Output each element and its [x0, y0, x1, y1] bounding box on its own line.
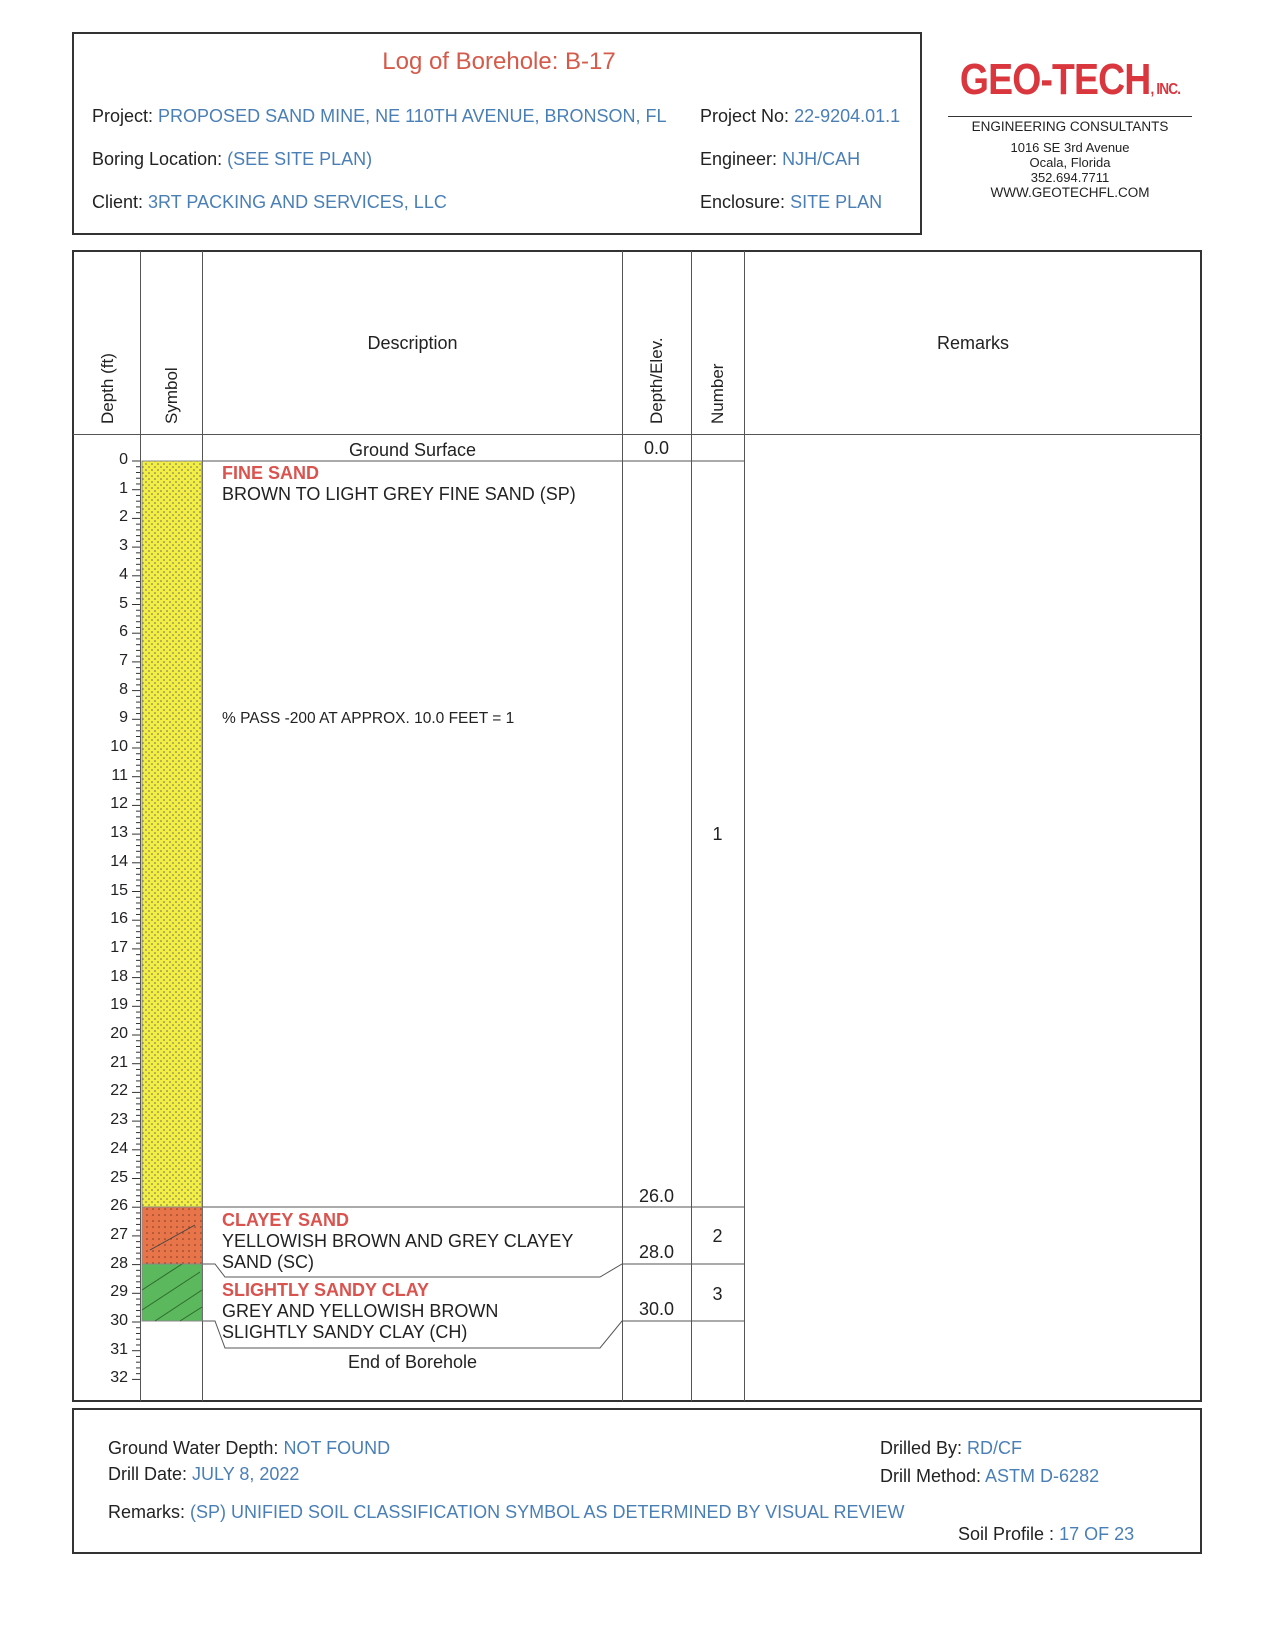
depth-tick-label: 6	[119, 623, 128, 641]
depth-tick-label: 32	[110, 1369, 128, 1387]
depth-tick-label: 9	[119, 709, 128, 727]
depth-tick-label: 7	[119, 651, 128, 669]
method-value: ASTM D-6282	[985, 1466, 1100, 1486]
layer3-name: SLIGHTLY SANDY CLAY	[222, 1280, 430, 1300]
company-website: WWW.GEOTECHFL.COM	[990, 185, 1150, 200]
col-header-remarks: Remarks	[936, 333, 1009, 353]
symbol-clayey-sand	[142, 1207, 202, 1264]
depth-tick-label: 11	[111, 766, 128, 784]
layer1-bottom-elev: 26.0	[638, 1186, 675, 1206]
layer3-bottom-elev: 30.0	[638, 1299, 675, 1319]
depth-tick-label: 0	[119, 451, 128, 468]
footer-box	[72, 1408, 1202, 1554]
boring-value: (SEE SITE PLAN)	[227, 149, 373, 169]
depth-tick-label: 8	[119, 680, 128, 698]
profile-label: Soil Profile :	[958, 1524, 1055, 1544]
end-of-borehole: End of Borehole	[347, 1352, 478, 1372]
col-header-number: Number	[708, 363, 727, 424]
company-address1: 1016 SE 3rd Avenue	[1010, 140, 1130, 155]
client-label: Client:	[92, 192, 144, 212]
col-header-depth: Depth (ft)	[98, 353, 117, 424]
depth-tick-label: 30	[110, 1312, 128, 1329]
depth-tick-label: 23	[110, 1111, 128, 1129]
layer3-desc2: SLIGHTLY SANDY CLAY (CH)	[222, 1322, 468, 1342]
layer2-bottom-elev: 28.0	[638, 1242, 675, 1262]
company-tagline: ENGINEERING CONSULTANTS	[948, 116, 1192, 134]
projno-label: Project No:	[700, 106, 790, 126]
layer2-desc1: YELLOWISH BROWN AND GREY CLAYEY	[222, 1231, 574, 1251]
gw-label: Ground Water Depth:	[108, 1438, 279, 1458]
layer2-desc2: SAND (SC)	[222, 1252, 315, 1272]
profile-value: 17 OF 23	[1059, 1524, 1135, 1544]
layer2-name: CLAYEY SAND	[222, 1210, 350, 1230]
depth-tick-label: 27	[110, 1225, 128, 1243]
depth-tick-label: 5	[119, 594, 128, 612]
depth-tick-label: 14	[110, 852, 128, 870]
layer3-desc1: GREY AND YELLOWISH BROWN	[222, 1301, 499, 1321]
boring-label: Boring Location:	[92, 149, 223, 169]
engineer-label: Engineer:	[700, 149, 778, 169]
layer1-desc: BROWN TO LIGHT GREY FINE SAND (SP)	[222, 484, 576, 504]
depth-tick-label: 3	[119, 537, 128, 555]
client-value: 3RT PACKING AND SERVICES, LLC	[148, 192, 447, 212]
remarks-row	[108, 1502, 905, 1523]
gw-value: NOT FOUND	[283, 1438, 391, 1458]
depth-tick-label: 20	[110, 1025, 128, 1042]
depth-tick-label: 12	[110, 795, 128, 813]
logo-text: GEO-TECH	[959, 55, 1151, 104]
col-header-description: Description	[367, 333, 458, 353]
depth-tick-label: 29	[110, 1283, 128, 1301]
col-header-symbol: Symbol	[162, 367, 181, 424]
depth-tick-label: 19	[110, 996, 128, 1014]
ground-surface-label: Ground Surface	[348, 440, 477, 460]
date-value: JULY 8, 2022	[192, 1464, 300, 1484]
drilled-value: RD/CF	[967, 1438, 1023, 1458]
layer2-number: 2	[712, 1226, 723, 1246]
depth-tick-label: 17	[110, 938, 128, 956]
depth-tick-label: 26	[110, 1197, 128, 1215]
depth-tick-label: 13	[110, 824, 128, 842]
depth-ticks	[132, 461, 140, 1379]
layer1-note: % PASS -200 AT APPROX. 10.0 FEET = 1	[222, 710, 515, 727]
projno-value: 22-9204.01.1	[794, 106, 901, 126]
depth-tick-label: 21	[110, 1053, 128, 1071]
depth-tick-label: 25	[110, 1168, 128, 1186]
engineer-value: NJH/CAH	[782, 149, 861, 169]
remarks-label: Remarks:	[108, 1502, 186, 1522]
drilled-label: Drilled By:	[880, 1438, 963, 1458]
project-value: PROPOSED SAND MINE, NE 110TH AVENUE, BRONSON, FL	[158, 106, 667, 126]
date-label: Drill Date:	[108, 1464, 188, 1484]
profile-row	[958, 1524, 1134, 1545]
ground-elev: 0.0	[643, 438, 670, 458]
enclosure-label: Enclosure:	[700, 192, 786, 212]
col-header-depth-elev: Depth/Elev.	[647, 337, 666, 424]
remarks-value: (SP) UNIFIED SOIL CLASSIFICATION SYMBOL AS DETERMINED BY VISUAL REVIEW	[190, 1502, 905, 1522]
depth-tick-label: 10	[110, 738, 128, 755]
drilled-row	[880, 1438, 1022, 1459]
date-row	[108, 1464, 299, 1485]
method-row	[880, 1466, 1099, 1487]
depth-tick-label: 31	[110, 1340, 128, 1358]
depth-tick-label: 28	[110, 1254, 128, 1272]
depth-tick-label: 22	[110, 1082, 128, 1100]
method-label: Drill Method:	[880, 1466, 982, 1486]
company-phone: 352.694.7711	[1030, 170, 1110, 185]
layer1-name: FINE SAND	[222, 463, 320, 483]
depth-tick-label: 16	[110, 910, 128, 928]
depth-tick-label: 1	[119, 479, 128, 497]
layer3-number: 3	[712, 1284, 723, 1304]
symbol-fine-sand	[142, 461, 202, 1207]
logo-suffix: , INC.	[1150, 81, 1181, 98]
depth-tick-label: 18	[110, 967, 128, 985]
layer1-number: 1	[712, 824, 723, 844]
gw-row	[108, 1438, 390, 1459]
company-address2: Ocala, Florida	[1029, 155, 1111, 170]
depth-tick-label: 24	[110, 1139, 128, 1157]
page-title: Log of Borehole: B-17	[382, 48, 616, 75]
depth-tick-label: 4	[119, 565, 128, 583]
depth-tick-label: 15	[110, 881, 128, 899]
project-label: Project:	[92, 106, 154, 126]
enclosure-value: SITE PLAN	[790, 192, 883, 212]
depth-tick-label: 2	[119, 508, 128, 526]
